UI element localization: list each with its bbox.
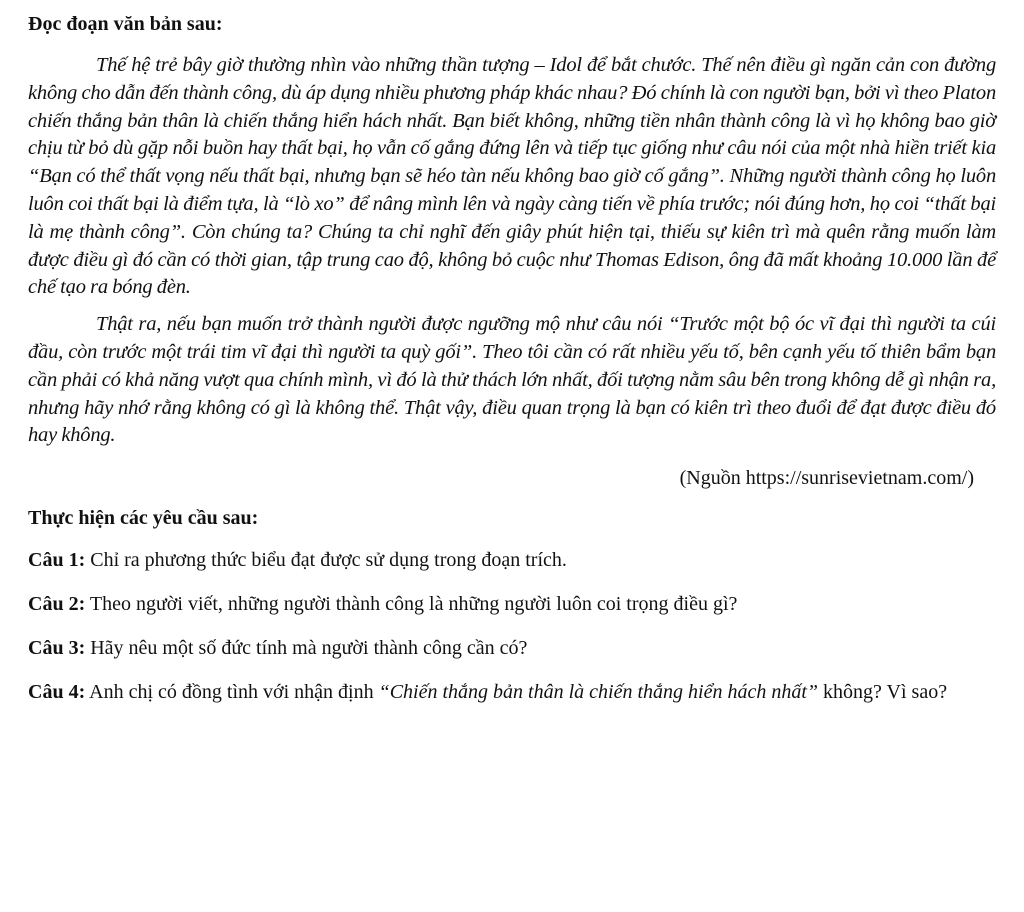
question-1-text: Chỉ ra phương thức biểu đạt được sử dụng trong đoạn trích. [90, 549, 567, 572]
question-2-text: Theo người viết, những người thành công là những người luôn coi trọng điều gì? [89, 593, 738, 616]
reading-heading: Đọc đoạn văn bản sau: [28, 13, 223, 35]
passage-paragraph-2: Thật ra, nếu bạn muốn trở thành người được ngưỡng mộ như câu nói “Trước một bộ óc vĩ đại thì người ta cúi đầu, còn trước một trái tim vĩ đại thì người ta quỳ gối”. Theo tôi cần có rất nhiều yếu tố, bên cạnh yếu tố thiên bẩm bạn cần phải có khả năng vượt qua chính mình, vì đó là thử thách lớn nhất, đối tượng nằm sâu bên trong không dễ gì nhận ra, nhưng hãy nhớ rằng không có gì là không thể. Thật vậy, điều quan trọng là bạn có kiên trì theo đuổi để đạt được điều đó hay không. [28, 313, 996, 447]
passage-paragraph-1: Thế hệ trẻ bây giờ thường nhìn vào những thần tượng – Idol để bắt chước. Thế nên điều gì ngăn cản con đường không cho dẫn đến thành công, dù áp dụng nhiều phương pháp khác nhau? Đó chính là con người bạn, bởi vì theo Platon chiến thắng bản thân là chiến thắng hiển hách nhất. Bạn biết không, những tiền nhân thành công là vì họ không bao giờ chịu từ bỏ dù gặp nỗi buồn hay thất bại, họ vẫn cố gắng đứng lên và tiếp tục giống như câu nói của một nhà hiền triết kia “Bạn có thể thất vọng nếu thất bại, nhưng bạn sẽ héo tàn nếu không bao giờ cố gắng”. Những người thành công họ luôn luôn coi thất bại là điểm tựa, là “lò xo” để nâng mình lên và ngày càng tiến về phía trước; nói đúng hơn, họ coi “thất bại là mẹ thành công”. Còn chúng ta? Chúng ta chỉ nghĩ đến giây phút hiện tại, thiếu sự kiên trì mà quên rằng muốn làm được điều gì đó cần có thời gian, tập trung cao độ, không bỏ cuộc như Thomas Edison, ông đã mất khoảng 10.000 lần để chế tạo ra bóng đèn. [28, 54, 996, 299]
question-4-text-before: Anh chị có đồng tình với nhận định [89, 681, 374, 704]
question-3-label: Câu 3: [28, 637, 86, 660]
source-citation: (Nguồn https://sunrisevietnam.com/) [679, 467, 974, 490]
tasks-heading: Thực hiện các yêu cầu sau: [28, 507, 259, 530]
question-1 [28, 546, 996, 574]
question-4-quote: “Chiến thắng bản thân là chiến thắng hiển hách nhất” [378, 681, 819, 704]
question-4-label: Câu 4: [28, 681, 86, 704]
question-3 [28, 634, 996, 662]
question-4-text-after: không? Vì sao? [823, 681, 948, 704]
question-1-label: Câu 1: [28, 549, 86, 572]
question-2-label: Câu 2: [28, 593, 86, 616]
question-2 [28, 590, 996, 618]
question-3-text: Hãy nêu một số đức tính mà người thành công cần có? [90, 637, 528, 660]
question-4 [28, 678, 996, 706]
